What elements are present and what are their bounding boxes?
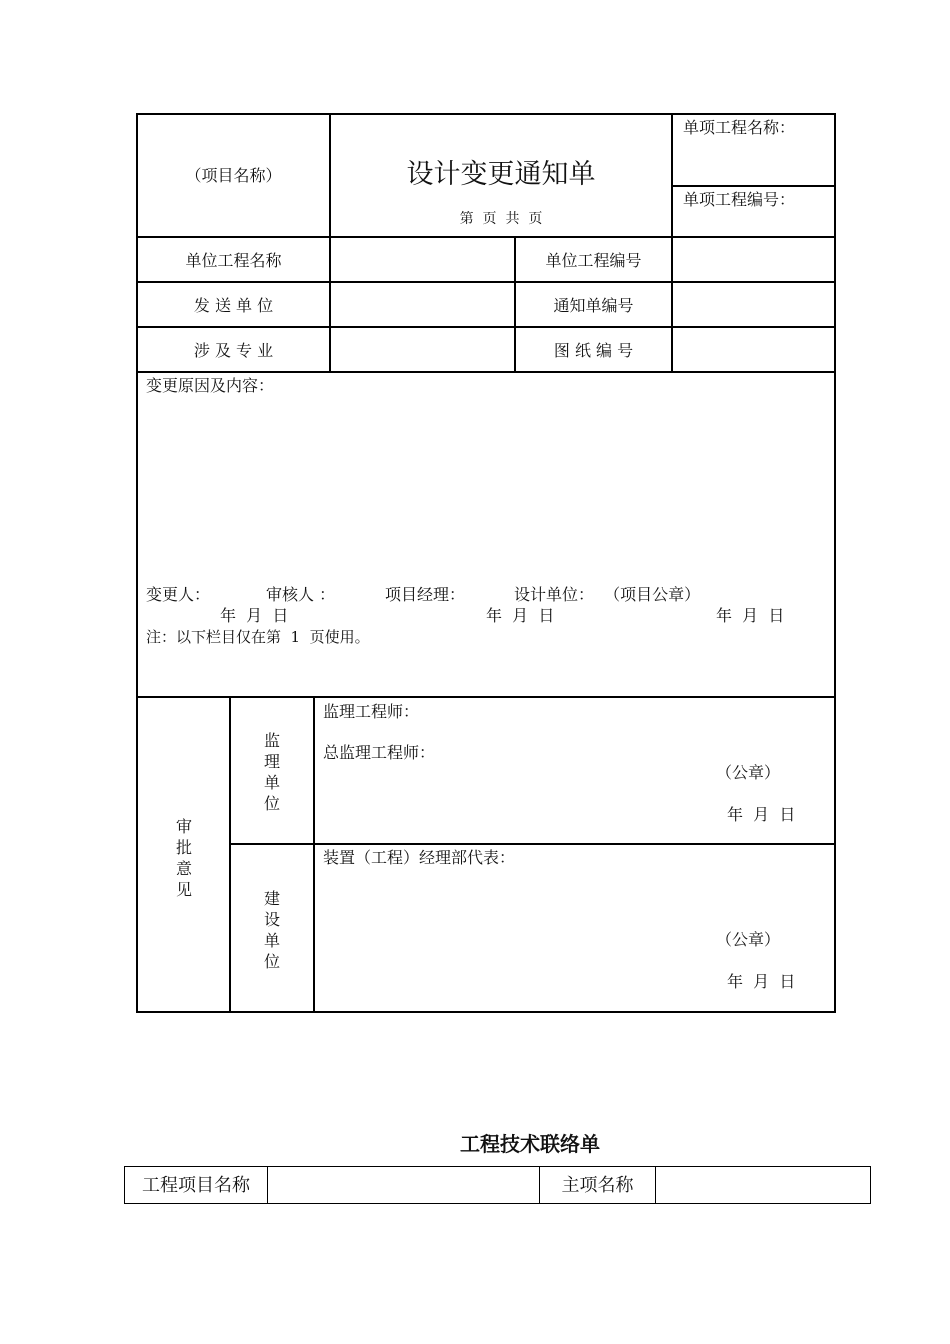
divider-h-right-header [671, 185, 836, 187]
single-item-no-label: 单项工程编号： [683, 190, 796, 209]
contact-divider-1 [267, 1166, 268, 1204]
date-design-unit: 年 月 日 [716, 606, 785, 625]
contact-main-item-field[interactable] [657, 1168, 869, 1202]
pm-label: 项目经理： [385, 585, 466, 604]
page-info: 第 页 共 页 [459, 211, 543, 227]
border-right [834, 113, 836, 1013]
design-unit-label: 设计单位： （项目公章） [514, 585, 701, 604]
drawing-no-label: 图 纸 编 号 [553, 341, 634, 360]
unit-project-no-label: 单位工程编号 [545, 251, 642, 270]
chief-supervisor-label: 总监理工程师： [323, 743, 436, 762]
supervision-seal: （公章） [716, 763, 781, 782]
construction-seal: （公章） [716, 930, 781, 949]
divider-h3 [136, 326, 836, 328]
divider-v1 [329, 113, 331, 372]
unit-project-name-label: 单位工程名称 [185, 251, 282, 270]
date-changer: 年 月 日 [220, 606, 289, 625]
border-bottom [136, 1011, 836, 1013]
contact-project-name-label: 工程项目名称 [142, 1175, 250, 1196]
contact-border-bottom [124, 1203, 871, 1204]
date-pm: 年 月 日 [486, 606, 555, 625]
changer-label: 变更人： [146, 585, 211, 604]
construction-date: 年 月 日 [727, 972, 796, 991]
divider-h1 [136, 236, 836, 238]
notice-no-label: 通知单编号 [553, 296, 634, 315]
contact-divider-3 [655, 1166, 656, 1204]
specialty-label: 涉 及 专 业 [193, 341, 274, 360]
construction-unit-label: 建 设 单 位 [263, 889, 280, 971]
divider-h5 [136, 696, 836, 698]
border-left [136, 113, 138, 1013]
sending-unit-label: 发 送 单 位 [193, 296, 274, 315]
contact-border-right [870, 1166, 871, 1204]
divider-v-approval-2 [313, 696, 315, 1013]
usage-note: 注：以下栏目仅在第 1 页使用。 [146, 628, 370, 646]
contact-form-title: 工程技术联络单 [460, 1132, 600, 1156]
divider-h2 [136, 281, 836, 283]
supervision-date: 年 月 日 [727, 805, 796, 824]
divider-h4 [136, 371, 836, 373]
divider-v2 [671, 113, 673, 372]
project-name-placeholder: （项目名称） [185, 166, 282, 185]
divider-v-approval-1 [229, 696, 231, 1013]
change-reason-label: 变更原因及内容： [146, 376, 275, 395]
device-manager-label: 装置（工程）经理部代表： [323, 848, 516, 867]
contact-border-top [124, 1166, 871, 1167]
supervision-unit-label: 监 理 单 位 [263, 731, 280, 813]
divider-h-approval [229, 843, 836, 845]
form-title: 设计变更通知单 [406, 159, 596, 190]
supervisor-engineer-label: 监理工程师： [323, 702, 420, 721]
contact-main-item-label: 主项名称 [561, 1175, 634, 1196]
border-top [136, 113, 836, 115]
single-item-name-label: 单项工程名称： [683, 118, 796, 137]
approval-opinion-label: 审 批 意 见 [175, 817, 192, 899]
contact-project-name-field[interactable] [269, 1168, 538, 1202]
reviewer-label: 审核人 ： [266, 585, 336, 604]
